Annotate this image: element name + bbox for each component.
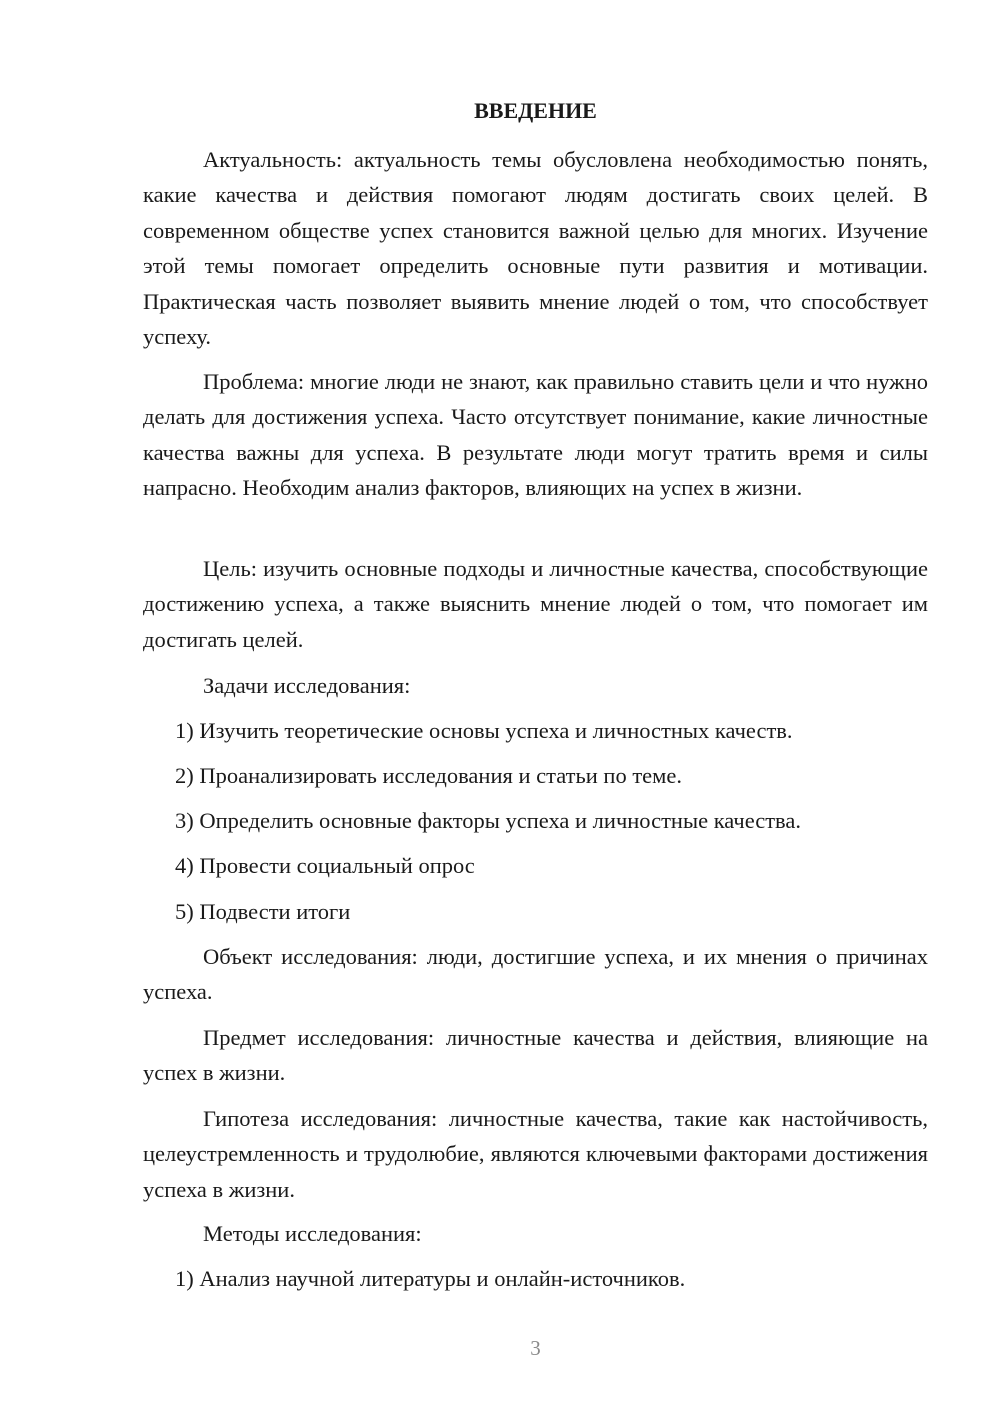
task-item-3: 3) Определить основные факторы успеха и личностные качества. [175, 808, 802, 833]
problem-paragraph: Проблема: многие люди не знают, как правильно ставить цели и что нужно делать для достижения успеха. Часто отсутствует понимание, какие личностные качества важны для успеха. В результате люди могут тратить время и силы напрасно. Необходим анализ факторов, влияющих на успех в жизни. [143, 369, 928, 501]
method-item-1: 1) Анализ научной литературы и онлайн-источников. [175, 1266, 686, 1291]
task-item-4: 4) Провести социальный опрос [175, 853, 475, 878]
subject-paragraph: Предмет исследования: личностные качества и действия, влияющие на успех в жизни. [143, 1025, 928, 1086]
goal-paragraph: Цель: изучить основные подходы и личностные качества, способствующие достижению успеха, а также выяснить мнение людей о том, что помогает им достигать целей. [143, 556, 928, 652]
relevance-paragraph: Актуальность: актуальность темы обусловлена необходимостью понять, какие качества и действия помогают людям достигать своих целей. В современном обществе успех становится важной целью для многих. Изучение этой темы помогает определить основные пути развития и мотивации. Практическая часть позволяет выявить мнение людей о том, что способствует успеху. [143, 147, 928, 350]
task-item-1: 1) Изучить теоретические основы успеха и личностных качеств. [175, 718, 793, 743]
methods-title: Методы исследования: [203, 1221, 422, 1246]
task-item-2: 2) Проанализировать исследования и статьи по теме. [175, 763, 682, 788]
page-number: 3 [530, 1336, 541, 1360]
object-paragraph: Объект исследования: люди, достигшие успеха, и их мнения о причинах успеха. [143, 944, 928, 1005]
hypothesis-paragraph: Гипотеза исследования: личностные качества, такие как настойчивость, целеустремленность и трудолюбие, являются ключевыми факторами достижения успеха в жизни. [143, 1106, 928, 1202]
page-heading: ВВЕДЕНИЕ [474, 98, 597, 123]
task-item-5: 5) Подвести итоги [175, 899, 351, 924]
tasks-title: Задачи исследования: [203, 673, 411, 698]
